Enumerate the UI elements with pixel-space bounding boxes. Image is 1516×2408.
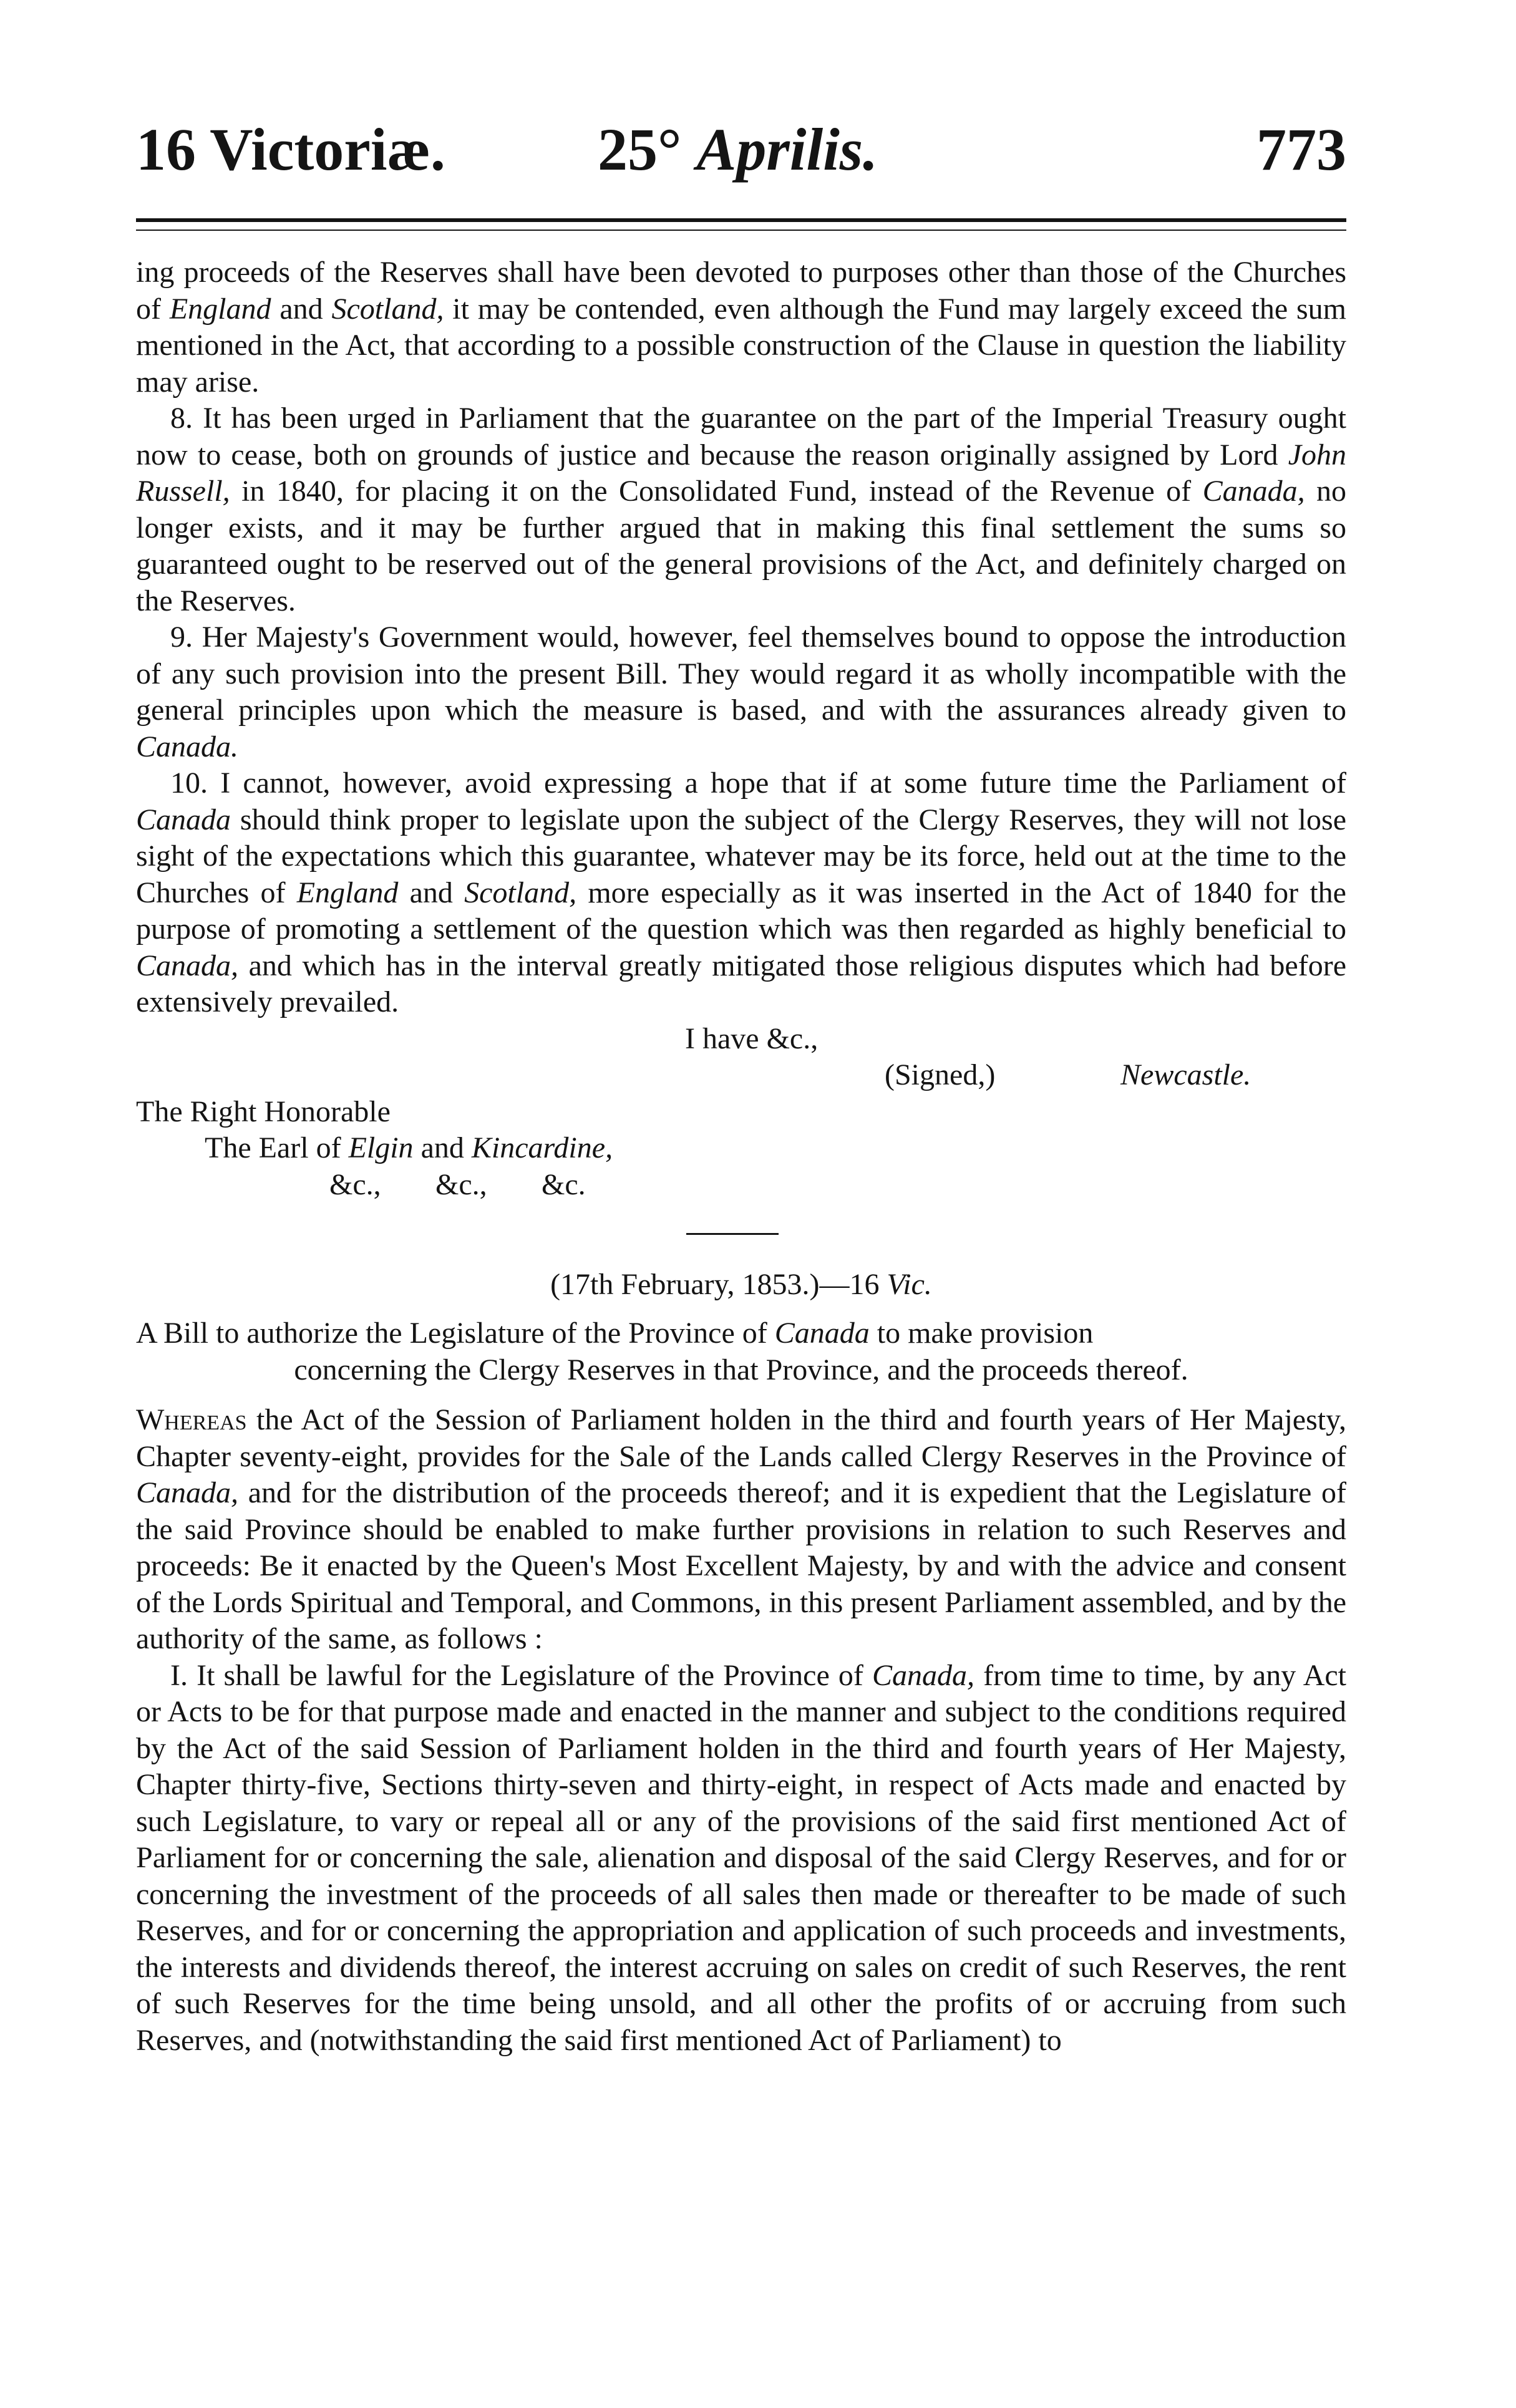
addressee-line-1: The Right Honorable bbox=[136, 1095, 391, 1128]
italic-run: England bbox=[169, 292, 271, 326]
italic-run: Canada bbox=[136, 803, 231, 836]
body-text bbox=[136, 254, 1346, 2059]
bill-title-line-2: concerning the Clergy Reserves in that Province, and the proceeds thereof. bbox=[294, 1353, 1188, 1386]
italic-run: Canada. bbox=[136, 730, 239, 763]
italic-run: Canada, bbox=[136, 949, 239, 982]
italic-run: England bbox=[296, 876, 399, 909]
italic-run: Elgin bbox=[348, 1131, 414, 1164]
text-run: from time to time, by any Act or Acts to be for that purpose made and enacted in the manner and subject to the conditions required by the Act of the said Session of Parliament holden in the third and fourth years of Her Majesty, Chapter thirty-five, Sections thirty-seven and thirty-eight, in respect of Acts made and enacted by such Legislature, to vary or repeal all or any of the provisions of the said first mentioned Act of Parliament for or concerning the sale, alienation and disposal of the said Clergy Reserves, and for or concerning the investment of the proceeds of all sales then made or thereafter to be made of such Reserves, and for or concerning the appropriation and application of such proceeds and investments, the interests and dividends thereof, the interest accruing on sales on credit of such Reserves, the rent of such Reserves for the time being unsold, and all other the profits of or accruing from such Reserves, and (notwithstanding the said first mentioned Act of Parliament) to bbox=[136, 1658, 1347, 2057]
paragraph-continued bbox=[136, 254, 1346, 400]
text-run: ing proceeds of the Reserves shall have been devoted to purposes other than those of the Churches of bbox=[136, 256, 1346, 326]
running-header bbox=[136, 112, 1346, 187]
signature-line bbox=[136, 1057, 1346, 1094]
preamble bbox=[136, 1402, 1346, 1658]
italic-run: Vic. bbox=[887, 1268, 932, 1301]
text-run: I. It shall be lawful for the Legislature of the Province of bbox=[170, 1658, 872, 1692]
addressee-line-2 bbox=[136, 1130, 1346, 1167]
text-run: and for the distribution of the proceeds thereof; and it is expedient that the Legislature of the said Province should be enabled to make further provisions in relation to such Reserves and proceeds: Be it enacted by the Queen's Most Excellent Majesty, by and with the advice and consent of the Lords Spiritual and Temporal, and Commons, in this present Parliament assembled, and by the authority of the same, as follows : bbox=[136, 1476, 1346, 1655]
text-run: 9. Her Majesty's Government would, however, feel themselves bound to oppose the introduction of any such provision into the present Bill. They would regard it as wholly incompatible with the general principles upon which the measure is based, and with the assurances already given to bbox=[136, 621, 1346, 727]
header-rule-thin bbox=[136, 230, 1346, 231]
italic-run: Scotland, bbox=[464, 876, 577, 909]
italic-run: Canada, bbox=[1202, 475, 1305, 508]
text-run: 8. It has been urged in Parliament that the guarantee on the part of the Imperial Treasury ought now to cease, both on grounds of justice and because the reason originally assigned by Lord bbox=[136, 402, 1346, 471]
text-run: the Act of the Session of Parliament holden in the third and fourth years of Her Majesty, Chapter seventy-eight, provides for the Sale of the Lands called Clergy Reserves in the Province of bbox=[136, 1403, 1346, 1473]
italic-run: Scotland, bbox=[331, 292, 444, 326]
italic-run: Canada, bbox=[136, 1476, 239, 1509]
italic-run: Canada, bbox=[872, 1658, 974, 1692]
paragraph-10 bbox=[136, 765, 1346, 1021]
paragraph-8 bbox=[136, 400, 1346, 619]
text-run: and bbox=[398, 876, 465, 909]
italic-run: John Russell, bbox=[136, 438, 1346, 508]
regnal-year: 16 Victoriæ. bbox=[136, 116, 445, 183]
header-rule-thick bbox=[136, 218, 1346, 222]
header-day: 25° bbox=[598, 116, 682, 183]
text-run: and which has in the interval greatly mitigated those religious disputes which had before extensively prevailed. bbox=[136, 949, 1346, 1018]
text-run: to make provision bbox=[869, 1317, 1094, 1350]
section-separator bbox=[136, 1203, 1346, 1259]
etc-text: &c., bbox=[329, 1168, 381, 1201]
text-run: A Bill to authorize the Legislature of the Province of bbox=[136, 1317, 775, 1350]
italic-run: Canada bbox=[774, 1317, 870, 1350]
header-month: Aprilis. bbox=[696, 116, 878, 183]
paragraph-9 bbox=[136, 619, 1346, 765]
text-run: in 1840, for placing it on the Consolidated Fund, instead of the Revenue of bbox=[230, 475, 1203, 508]
header-date bbox=[598, 112, 878, 187]
spacer bbox=[136, 1388, 1346, 1402]
closing-line bbox=[136, 1021, 1346, 1058]
text-run: and bbox=[271, 292, 332, 326]
text-run: and bbox=[413, 1131, 472, 1164]
text-run: The Earl of bbox=[205, 1131, 349, 1164]
text-run: should think proper to legislate upon the subject of the Clergy Reserves, they will not lose sight of the expectations which this guarantee, whatever may be its force, held out at the time to the Churches of bbox=[136, 803, 1346, 909]
etc-text: &c., bbox=[435, 1168, 487, 1201]
section-1 bbox=[136, 1658, 1346, 2059]
signatory-name: Newcastle. bbox=[1120, 1058, 1251, 1091]
signed-text: (Signed,) bbox=[885, 1058, 996, 1091]
text-run: no longer exists, and it may be further argued that in making this final settlement the sums so guaranteed ought to be reserved out of the general provisions of the Act, and definitely charged on the Reserves. bbox=[136, 475, 1347, 617]
closing-text: I have &c., bbox=[685, 1022, 819, 1055]
preamble-lead: Whereas bbox=[136, 1403, 247, 1436]
page-number: 773 bbox=[1256, 116, 1346, 183]
addressee-etc bbox=[136, 1167, 1346, 1204]
text-run: 10. I cannot, however, avoid expressing a hope that if at some future time the Parliament of bbox=[170, 766, 1346, 800]
bill-title bbox=[136, 1315, 1346, 1352]
etc-text: &c. bbox=[542, 1168, 586, 1201]
text-run: (17th February, 1853.)—16 bbox=[550, 1268, 887, 1301]
text-run: it may be contended, even although the Fund may largely exceed the sum mentioned in the Act, that according to a possible construction of the Clause in question the liability may arise. bbox=[136, 292, 1347, 399]
bill-date bbox=[136, 1259, 1346, 1307]
text-run: more especially as it was inserted in the Act of 1840 for the purpose of promoting a settlement of the question which was then regarded as highly beneficial to bbox=[136, 876, 1346, 945]
italic-run: Kincardine, bbox=[471, 1131, 613, 1164]
separator-rule bbox=[686, 1233, 779, 1235]
